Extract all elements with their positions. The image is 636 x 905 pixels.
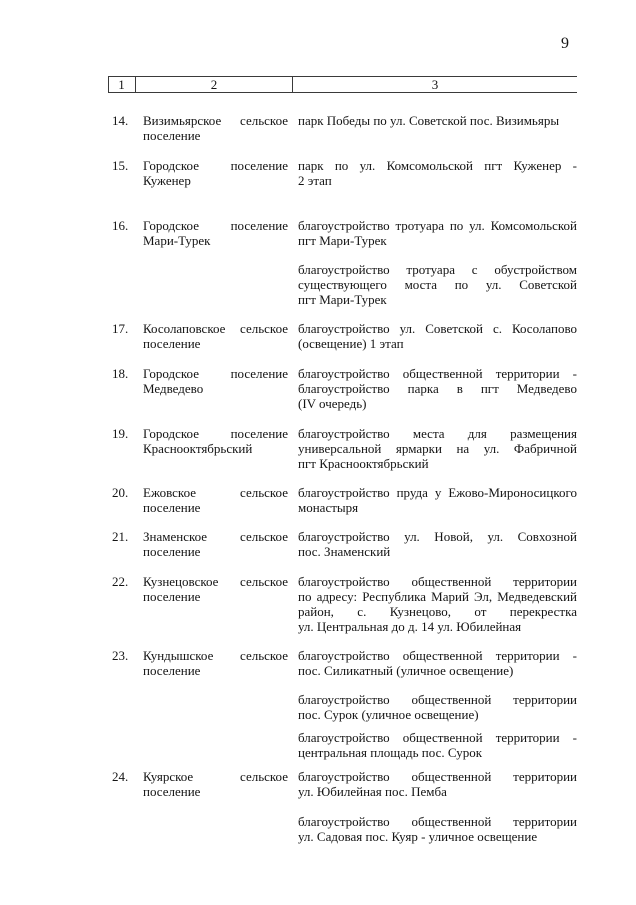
- row-number: 18.: [112, 366, 129, 381]
- object-line: (IV очередь): [298, 396, 367, 411]
- municipality-cell: [143, 366, 288, 396]
- row-number: 23.: [112, 648, 129, 663]
- row-number: 24.: [112, 769, 129, 784]
- object-line: ул. Юбилейная пос. Пемба: [298, 784, 447, 799]
- object-cell: [298, 814, 577, 844]
- municipality-cell: [143, 113, 288, 143]
- municipality-cell: [143, 321, 288, 351]
- municipality-line: Мари-Турек: [143, 233, 211, 248]
- header-bottom-border: [108, 92, 577, 93]
- municipality-line: поселение: [143, 589, 201, 604]
- municipality-line: Краснооктябрьский: [143, 441, 253, 456]
- municipality-line: Городское поселение: [143, 366, 288, 381]
- municipality-cell: [143, 529, 288, 559]
- municipality-line: Городское поселение: [143, 426, 288, 441]
- object-line: благоустройство общественной территории -: [298, 648, 577, 663]
- municipality-line: Городское поселение: [143, 218, 288, 233]
- object-line: монастыря: [298, 500, 359, 515]
- row-number: 22.: [112, 574, 129, 589]
- object-cell: [298, 113, 577, 128]
- municipality-line: Кундышское сельское: [143, 648, 288, 663]
- object-line: благоустройство общественной территории -: [298, 730, 577, 745]
- object-line: парк Победы по ул. Советской пос. Визимьяры: [298, 113, 560, 128]
- object-line: благоустройство тротуара с обустройством: [298, 262, 577, 277]
- municipality-line: поселение: [143, 128, 201, 143]
- municipality-line: Медведево: [143, 381, 204, 396]
- object-cell: [298, 426, 577, 471]
- municipality-line: Косолаповское сельское: [143, 321, 288, 336]
- object-cell: [298, 321, 577, 351]
- object-line: пгт Краснооктябрьский: [298, 456, 429, 471]
- object-cell: [298, 648, 577, 678]
- object-line: район, с. Кузнецово, от перекрестка: [298, 604, 577, 619]
- municipality-line: Кузнецовское сельское: [143, 574, 288, 589]
- municipality-line: Куженер: [143, 173, 191, 188]
- municipality-line: поселение: [143, 784, 201, 799]
- object-line: существующего моста по ул. Советской: [298, 277, 577, 292]
- object-line: ул. Центральная до д. 14 ул. Юбилейная: [298, 619, 522, 634]
- object-line: 2 этап: [298, 173, 332, 188]
- object-cell: [298, 692, 577, 722]
- header-cell-3: 3: [431, 77, 439, 92]
- municipality-cell: [143, 426, 288, 456]
- object-cell: [298, 529, 577, 559]
- object-line: пос. Силикатный (уличное освещение): [298, 663, 514, 678]
- header-cell-1: 1: [118, 77, 125, 92]
- row-number: 21.: [112, 529, 129, 544]
- object-line: пгт Мари-Турек: [298, 233, 387, 248]
- municipality-cell: [143, 648, 288, 678]
- object-line: благоустройство тротуара по ул. Комсомольской: [298, 218, 577, 233]
- municipality-line: Ежовское сельское: [143, 485, 288, 500]
- object-line: благоустройство общественной территории -: [298, 366, 577, 381]
- municipality-cell: [143, 158, 288, 188]
- object-line: центральная площадь пос. Сурок: [298, 745, 483, 760]
- object-line: благоустройство парка в пгт Медведево: [298, 381, 577, 396]
- object-cell: [298, 262, 577, 307]
- row-number: 14.: [112, 113, 129, 128]
- object-line: благоустройство общественной территории: [298, 574, 577, 589]
- municipality-cell: [143, 769, 288, 799]
- municipality-line: поселение: [143, 500, 201, 515]
- object-line: пос. Знаменский: [298, 544, 391, 559]
- object-line: по адресу: Республика Марий Эл, Медведевский: [298, 589, 577, 604]
- municipality-line: Знаменское сельское: [143, 529, 288, 544]
- object-line: парк по ул. Комсомольской пгт Куженер -: [298, 158, 577, 173]
- municipality-cell: [143, 574, 288, 604]
- municipality-line: поселение: [143, 336, 201, 351]
- object-line: благоустройство ул. Новой, ул. Совхозной: [298, 529, 577, 544]
- object-cell: [298, 730, 577, 760]
- object-cell: [298, 158, 577, 188]
- object-line: благоустройство ул. Советской с. Косолапово: [298, 321, 577, 336]
- object-line: пос. Сурок (уличное освещение): [298, 707, 479, 722]
- object-line: универсальной ярмарки на ул. Фабричной: [298, 441, 577, 456]
- municipality-cell: [143, 485, 288, 515]
- object-cell: [298, 218, 577, 248]
- municipality-line: поселение: [143, 663, 201, 678]
- object-cell: [298, 366, 577, 411]
- municipality-line: Куярское сельское: [143, 769, 288, 784]
- object-cell: [298, 769, 577, 799]
- page-number: 9: [561, 35, 569, 52]
- object-line: (освещение) 1 этап: [298, 336, 404, 351]
- row-number: 16.: [112, 218, 129, 233]
- municipality-line: поселение: [143, 544, 201, 559]
- object-cell: [298, 485, 577, 515]
- municipality-line: Визимьярское сельское: [143, 113, 288, 128]
- row-number: 19.: [112, 426, 129, 441]
- object-line: ул. Садовая пос. Куяр - уличное освещение: [298, 829, 538, 844]
- object-line: благоустройство пруда у Ежово-Мироносицкого: [298, 485, 577, 500]
- object-line: благоустройство места для размещения: [298, 426, 577, 441]
- object-line: благоустройство общественной территории: [298, 769, 577, 784]
- header-cell-2: 2: [210, 77, 218, 92]
- object-line: благоустройство общественной территории: [298, 692, 577, 707]
- row-number: 15.: [112, 158, 129, 173]
- object-line: пгт Мари-Турек: [298, 292, 387, 307]
- row-number: 20.: [112, 485, 129, 500]
- object-line: благоустройство общественной территории: [298, 814, 577, 829]
- object-cell: [298, 574, 577, 634]
- municipality-line: Городское поселение: [143, 158, 288, 173]
- row-number: 17.: [112, 321, 129, 336]
- municipality-cell: [143, 218, 288, 248]
